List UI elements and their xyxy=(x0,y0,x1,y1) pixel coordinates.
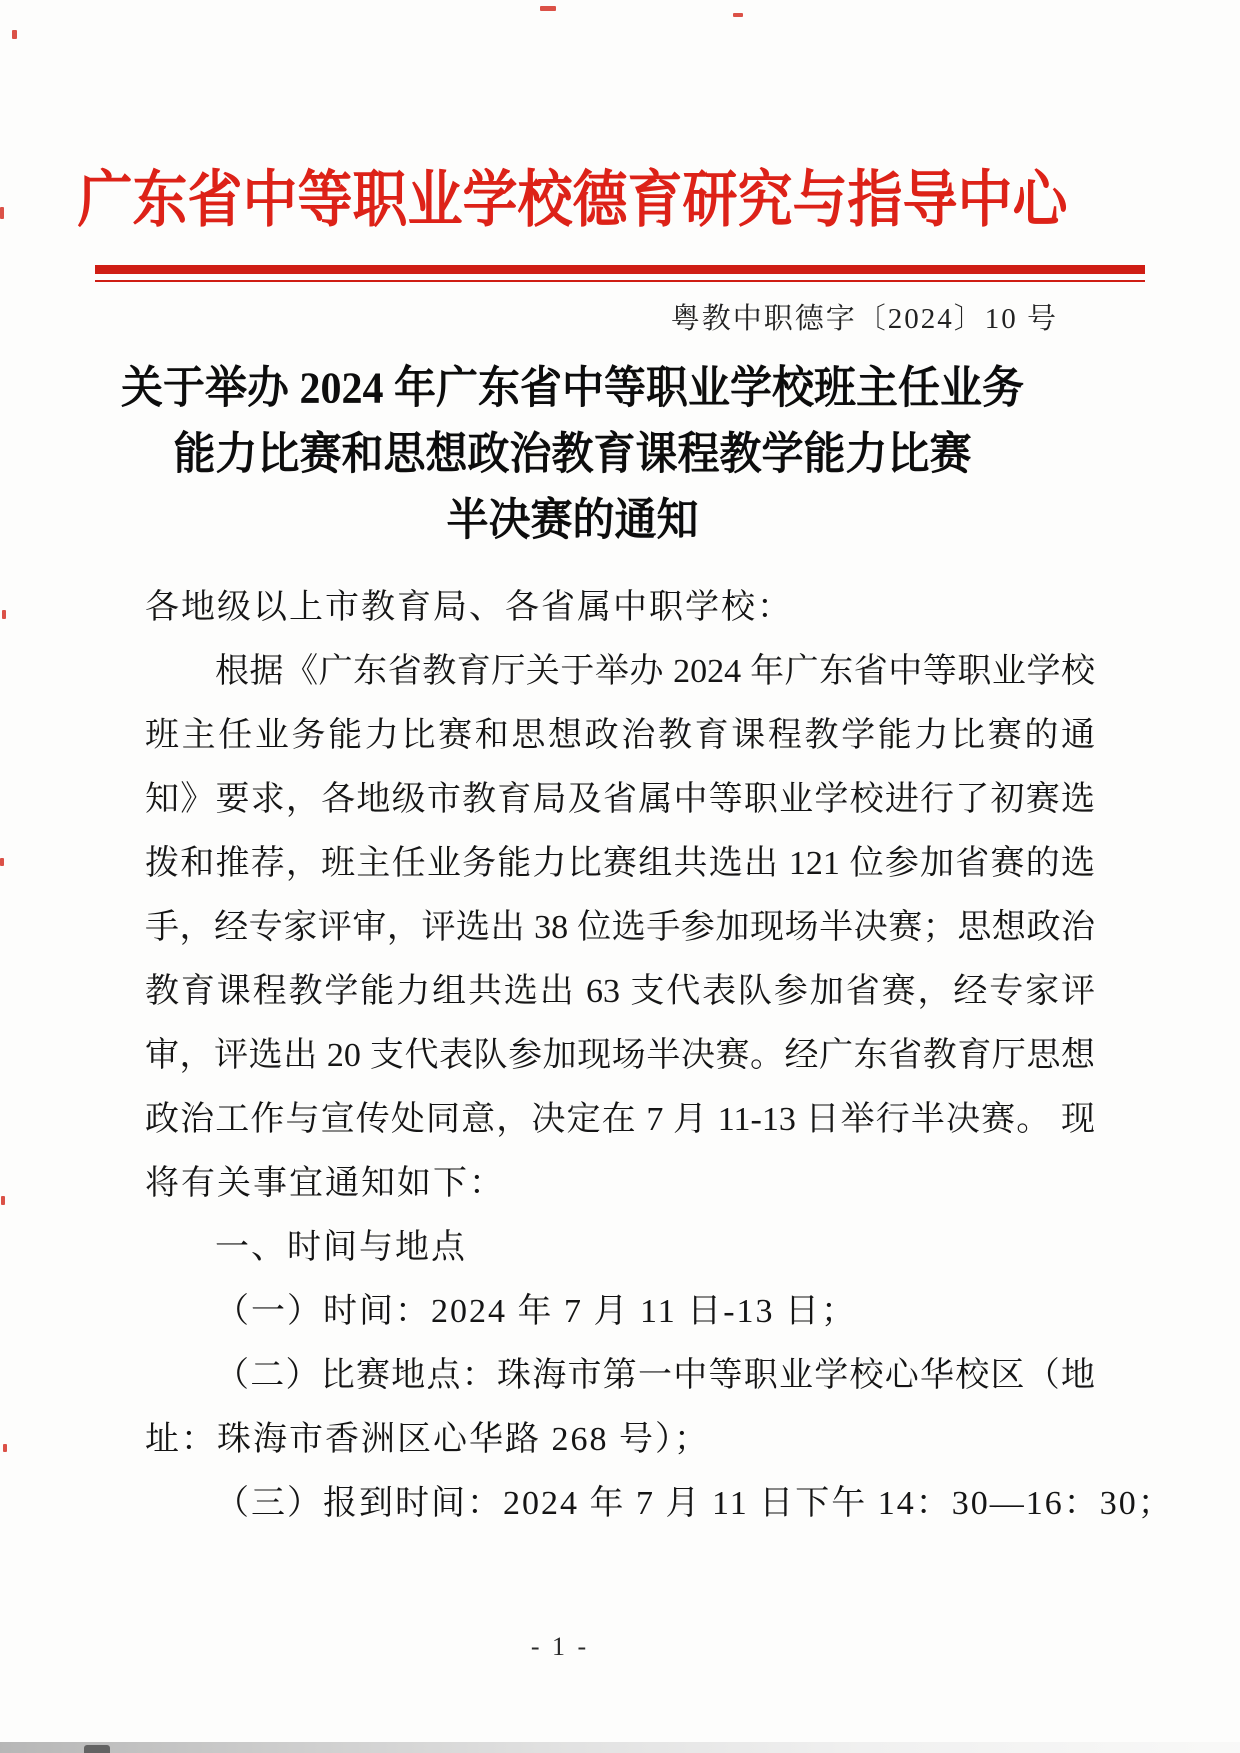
scan-artifact xyxy=(2,610,6,619)
scan-artifact xyxy=(0,858,4,866)
body-line: 址：珠海市香洲区心华路 268 号）； xyxy=(145,1421,710,1458)
body-line-item-3: （三）报到时间：2024 年 7 月 11 日下午 14：30—16：30； xyxy=(215,1485,1174,1522)
document-body xyxy=(145,576,1174,1536)
page-number: - 1 - xyxy=(530,1632,590,1661)
body-line: 政治工作与宣传处同意，决定在 7 月 11-13 日举行半决赛。 现 xyxy=(145,1101,1095,1138)
document-title-line-1: 关于举办 2024 年广东省中等职业学校班主任业务 xyxy=(120,364,1024,414)
section-heading-time-place: 一、时间与地点 xyxy=(215,1229,467,1266)
body-line: 根据《广东省教育厅关于举办 2024 年广东省中等职业学校 xyxy=(215,653,1095,690)
scan-artifact xyxy=(733,13,743,17)
body-line-item-2: （二）比赛地点：珠海市第一中等职业学校心华校区（地 xyxy=(215,1357,1095,1394)
document-title xyxy=(0,356,1145,554)
document-title-line-2: 能力比赛和思想政治教育课程教学能力比赛 xyxy=(173,430,972,480)
letterhead-org-name: 广东省中等职业学校德育研究与指导中心 xyxy=(77,165,1068,234)
body-line-item-1: （一）时间：2024 年 7 月 11 日-13 日； xyxy=(215,1293,858,1330)
body-line: 教育课程教学能力组共选出 63 支代表队参加省赛，经专家评 xyxy=(145,973,1095,1010)
body-line: 班主任业务能力比赛和思想政治教育课程教学能力比赛的通 xyxy=(145,717,1095,754)
document-number: 粤教中职德字〔2024〕10 号 xyxy=(670,303,1058,335)
salutation: 各地级以上市教育局、各省属中职学校： xyxy=(145,589,793,626)
body-line: 将有关事宜通知如下： xyxy=(145,1165,505,1202)
scan-artifact xyxy=(0,207,4,219)
scan-artifact xyxy=(540,6,556,11)
body-line: 拨和推荐，班主任业务能力比赛组共选出 121 位参加省赛的选 xyxy=(145,845,1095,882)
scan-artifact xyxy=(12,30,17,39)
body-line: 审，评选出 20 支代表队参加现场半决赛。经广东省教育厅思想 xyxy=(145,1037,1095,1074)
scan-artifact xyxy=(1,1196,5,1205)
body-line: 手，经专家评审，评选出 38 位选手参加现场半决赛；思想政治 xyxy=(145,909,1095,946)
scan-artifact xyxy=(3,1444,7,1452)
body-line: 知》要求，各地级市教育局及省属中等职业学校进行了初赛选 xyxy=(145,781,1095,818)
document-title-line-3: 半决赛的通知 xyxy=(446,496,699,546)
scan-edge-blob xyxy=(84,1745,110,1753)
letterhead-rule-thick xyxy=(95,265,1145,274)
letterhead-rule-thin xyxy=(95,280,1145,282)
scan-edge-shadow xyxy=(0,1742,1240,1753)
